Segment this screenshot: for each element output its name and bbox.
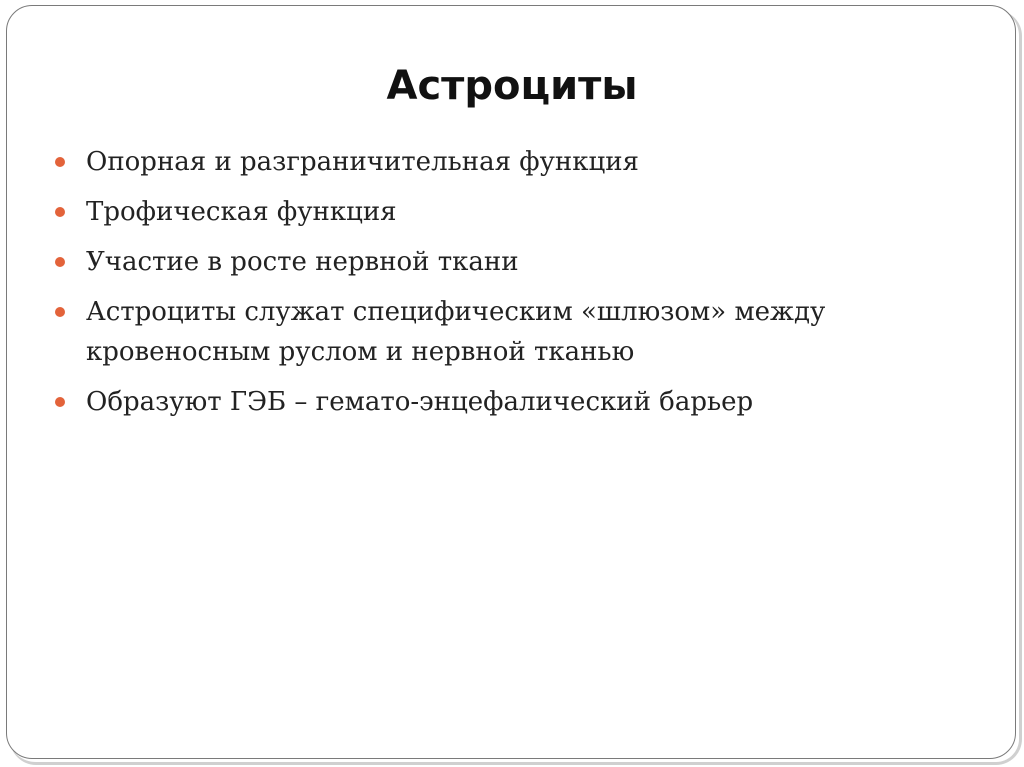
bullet-dot-icon — [55, 397, 65, 407]
bullet-text: Опорная и разграничительная функция — [86, 147, 639, 177]
bullet-item — [52, 382, 952, 422]
bullet-list — [52, 142, 952, 432]
bullet-item — [52, 242, 952, 282]
slide-title: Астроциты — [386, 63, 638, 109]
bullet-text: Астроциты служат специфическим «шлюзом» между кровеносным руслом и нервной тканью — [86, 297, 826, 367]
bullet-text: Трофическая функция — [86, 197, 397, 227]
bullet-dot-icon — [55, 157, 65, 167]
bullet-dot-icon — [55, 307, 65, 317]
bullet-dot-icon — [55, 207, 65, 217]
bullet-item — [52, 142, 952, 182]
bullet-text: Участие в росте нервной ткани — [86, 247, 519, 277]
bullet-item — [52, 192, 952, 232]
bullet-dot-icon — [55, 257, 65, 267]
bullet-item — [52, 292, 952, 372]
bullet-text: Образуют ГЭБ – гемато-энцефалический барьер — [86, 387, 754, 417]
